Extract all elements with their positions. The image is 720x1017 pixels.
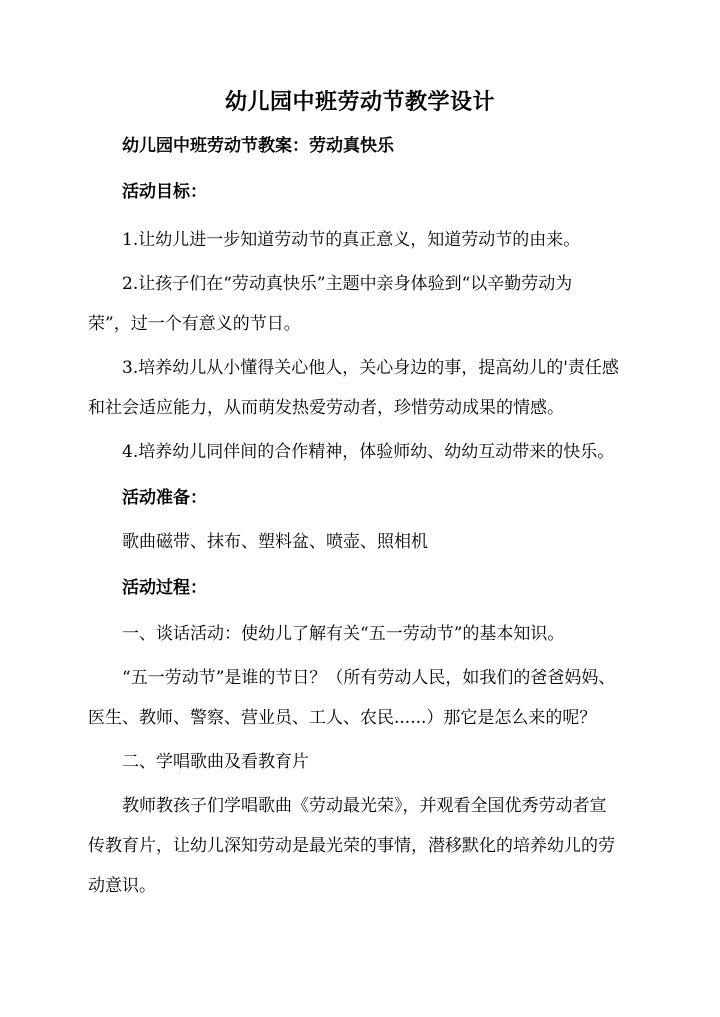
question-line-1: “五一劳动节”是谁的节日？（所有劳动人民，如我们的爸爸妈妈、 [122,668,616,688]
goal-3-line-1: 3.培养幼儿从小懂得关心他人，关心身边的事，提高幼儿的'责任感 [122,358,619,378]
goal-2-line-1: 2.让孩子们在“劳动真快乐”主题中亲身体验到“以辛勤劳动为 [122,274,573,294]
goal-1: 1.让幼儿进一步知道劳动节的真正意义，知道劳动节的由来。 [122,230,581,250]
goals-heading: 活动目标： [122,182,207,202]
prep-items: 歌曲磁带、抹布、塑料盆、喷壶、照相机 [122,532,428,552]
prep-heading: 活动准备： [122,488,207,508]
document-title: 幼儿园中班劳动节教学设计 [224,90,495,115]
step-1: 一、谈话活动：使幼儿了解有关“五一劳动节”的基本知识。 [122,624,565,644]
goal-3-line-2: 和社会适应能力，从而萌发热爱劳动者，珍惜劳动成果的情感。 [88,398,564,418]
teach-line-1: 教师教孩子们学唱歌曲《劳动最光荣》，并观看全国优秀劳动者宣 [122,796,607,816]
subtitle: 幼儿园中班劳动节教案：劳动真快乐 [122,136,394,156]
goal-2-line-2: 荣”，过一个有意义的节日。 [88,314,301,334]
goal-4: 4.培养幼儿同伴间的合作精神，体验师幼、幼幼互动带来的快乐。 [122,442,615,462]
question-line-2: 医生、教师、警察、营业员、工人、农民......）那它是怎么来的呢？ [88,708,597,728]
teach-line-3: 动意识。 [88,876,156,896]
process-heading: 活动过程： [122,578,207,598]
teach-line-2: 传教育片，让幼儿深知劳动是最光荣的事情，潜移默化的培养幼儿的劳 [88,836,615,856]
step-2: 二、学唱歌曲及看教育片 [122,752,309,772]
